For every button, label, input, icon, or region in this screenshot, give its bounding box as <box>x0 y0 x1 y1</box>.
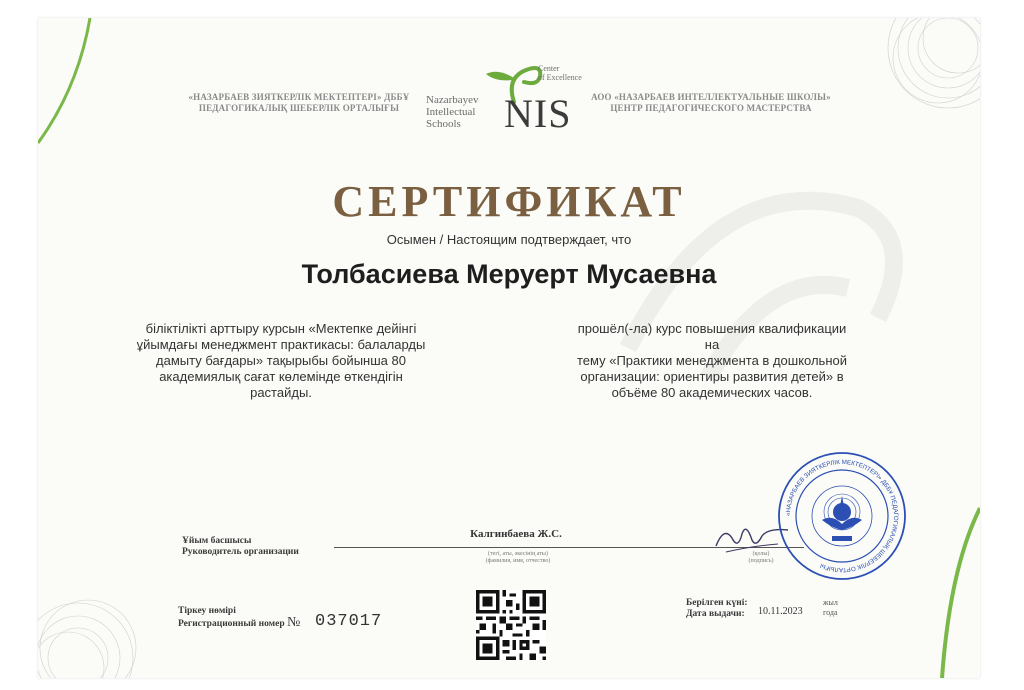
issue-date: 10.11.2023 <box>758 606 803 617</box>
issue-label-ru: Дата выдачи: <box>686 609 745 619</box>
logo-text-line2: Intellectual <box>426 106 476 118</box>
signer-name: Калгинбаева Ж.С. <box>470 528 562 540</box>
nis-logo <box>422 58 592 138</box>
registration-label-kz: Тіркеу нөмірі <box>178 606 236 616</box>
body-text-russian <box>572 321 852 401</box>
certificate-page <box>38 18 980 678</box>
body-text-kazakh <box>116 321 446 401</box>
recipient-name: Толбасиева Меруерт Мусаевна <box>301 259 717 289</box>
body-ru-line: тему «Практики менеджмента в дошкольной <box>576 353 848 368</box>
body-kz-line: академиялық сағат көлемінде өткендігін <box>159 369 403 384</box>
body-kz-line: растайды. <box>250 385 312 400</box>
official-seal <box>776 450 908 582</box>
registration-label <box>178 606 300 630</box>
body-kz-line: ұйымдағы менеджмент практикасы: балаларды <box>136 337 426 352</box>
logo-center-of-excellence <box>538 64 582 82</box>
role-kz: Ұйым басшысы <box>182 536 252 546</box>
header-right-line1: АОО «НАЗАРБАЕВ ИНТЕЛЛЕКТУАЛЬНЫЕ ШКОЛЫ» <box>591 92 831 102</box>
year-ru: года <box>823 608 838 617</box>
registration-number: 037017 <box>315 612 383 631</box>
body-ru-line: прошёл(-ла) курс повышения квалификации на <box>577 321 847 352</box>
logo-mark: NIS <box>504 91 572 136</box>
sign-hint-ru: (подпись) <box>748 558 774 564</box>
issue-date-label <box>686 598 748 620</box>
body-kz-line: дамыту бағдары» тақырыбы бойынша 80 <box>156 353 406 368</box>
header-right <box>586 92 836 114</box>
logo-text-left <box>426 94 479 130</box>
certificate-title: СЕРТИФИКАТ <box>332 177 686 226</box>
name-hint-ru: (фамилия, имя, отчество) <box>485 558 551 564</box>
header-right-line2: ЦЕНТР ПЕДАГОГИЧЕСКОГО МАСТЕРСТВА <box>610 103 812 113</box>
logo-coe-line1: Center <box>538 64 560 73</box>
seal-text-path: «НАЗАРБАЕВ ЗИЯТКЕРЛІК МЕКТЕПТЕРІ» ДББҰ ПЕДАГОГИКАЛЫҚ ШЕБЕРЛІК ОРТАЛЫҒЫ <box>784 458 900 574</box>
logo-text-line3: Schools <box>426 118 461 130</box>
registration-label-ru-row <box>178 617 300 630</box>
corner-guilloche-top-right <box>868 18 980 128</box>
sign-hint-kz: (қолы) <box>752 551 770 557</box>
year-kz: жыл <box>823 598 838 607</box>
header-left <box>184 92 414 114</box>
confirmation-text: Осымен / Настоящим подтверждает, что <box>386 232 632 247</box>
header-left-line2: ПЕДАГОГИКАЛЫҚ ШЕБЕРЛІК ОРТАЛЫҒЫ <box>198 103 400 113</box>
registration-label-ru: Регистрационный номер <box>178 619 285 629</box>
logo-text-line1: Nazarbayev <box>426 94 479 106</box>
role-ru: Руководитель организации <box>182 547 299 557</box>
qr-code <box>476 590 546 660</box>
logo-coe-line2: of Excellence <box>538 73 582 82</box>
signature-role <box>182 536 299 558</box>
issue-label-kz: Берілген күні: <box>686 598 748 608</box>
body-ru-line: объёме 80 академических часов. <box>611 385 813 400</box>
corner-decoration-top-left <box>38 18 128 168</box>
header-left-line1: «НАЗАРБАЕВ ЗИЯТКЕРЛІК МЕКТЕПТЕРІ» ДББҰ <box>188 92 410 102</box>
body-kz-line: біліктілікті арттыру курсын «Мектепке дейінгі <box>145 321 417 336</box>
number-sign: № <box>287 615 301 630</box>
name-hint <box>468 551 568 565</box>
corner-decoration-bottom-right <box>900 498 980 678</box>
body-ru-line: организации: ориентиры развития детей» в <box>580 369 844 384</box>
year-label <box>823 598 838 618</box>
corner-guilloche-bottom-left <box>38 568 158 678</box>
name-hint-kz: (тегі, аты, әкесінің аты) <box>488 551 548 557</box>
